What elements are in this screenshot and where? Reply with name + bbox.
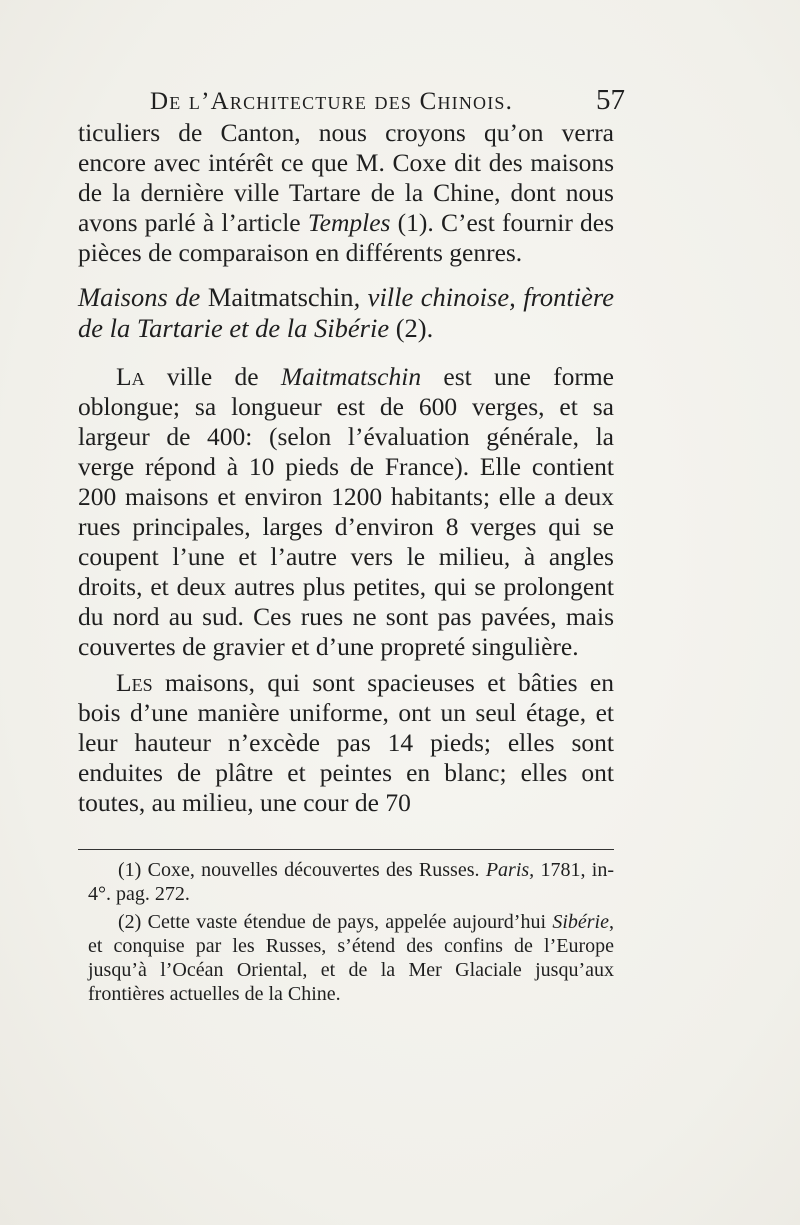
paragraph-1-text-b: est une forme oblongue; sa longueur est de 600 verges, et sa largeur de 400: (selon l’évaluation générale, la verge répond à 10 pieds de France). Elle contient 200 maisons et environ 1200 habitants; elle a deux rues principales, larges d’environ 8 verges qui se coupent l’une et l’autre vers le milieu, à angles droits, et deux autres plus petites, qui se prolongent du nord au sud. Ces rues ne sont pas pavées, mais couvertes de gravier et d’une propreté singulière. [78,362,614,661]
main-text [78,118,614,818]
footnote-2-text: Cette vaste étendue de pays, appelée aujourd’hui [141,911,553,933]
paragraph-2-text: maisons, qui sont spacieuses et bâties en bois d’une manière uniforme, ont un seul étage, et leur hauteur n’excède pas 14 pieds; elles sont enduites de plâtre et peintes en blanc; elles ont toutes, au milieu, une cour de 70 [78,668,614,817]
heading-part-3: , ville chinoise, frontière de la Tartarie et de la Sibérie [78,282,614,343]
footnote-2-label: (2) [118,911,142,933]
footnote-ref-1: (1). [390,208,434,237]
heading-part-1: Maisons de [78,282,201,312]
continuation-text: ticuliers de Canton, nous croyons qu’on verra encore avec intérêt ce que M. Coxe dit des maisons de la dernière ville Tartare de la Chine, dont nous avons parlé à l’article [78,118,614,237]
footnote-1-label: (1) [118,859,142,881]
footnote-1-end: 1781, in-4°. pag. 272. [88,859,614,905]
paragraph-1-text-a: ville de [144,362,281,391]
paragraph-1 [78,362,614,662]
paragraph-1-lead: La [116,362,145,391]
temples-reference: Temples [307,208,391,237]
running-header [150,84,625,117]
continuation-end-text: C’est fournir des pièces de comparaison en différents genres. [78,208,614,267]
footnote-1-text: Coxe, nouvelles découvertes des Russes. [141,859,486,881]
heading-part-2: Maitmatschin [200,282,354,312]
footnote-2-italic: Sibérie [552,911,609,933]
footnote-1-italic: Paris, [485,859,535,881]
footnote-ref-2: (2). [389,313,434,343]
footnote-1 [88,858,614,906]
footnotes [88,858,614,1010]
footnote-rule [78,849,614,850]
continuation-paragraph [78,118,614,268]
section-heading [78,282,614,344]
footnote-2 [88,910,614,1006]
footnote-2-end: , et conquise par les Russes, s’étend des confins de l’Europe jusqu’à l’Océan Oriental, et de la Mer Glaciale jusqu’aux frontières actuelles de la Chine. [88,911,614,1005]
paragraph-2-lead: Les [116,668,153,697]
running-title: De l’Architecture des Chinois. [150,88,514,115]
city-name: Maitmatschin [280,362,422,391]
page-number: 57 [596,84,625,116]
paragraph-2 [78,668,614,818]
